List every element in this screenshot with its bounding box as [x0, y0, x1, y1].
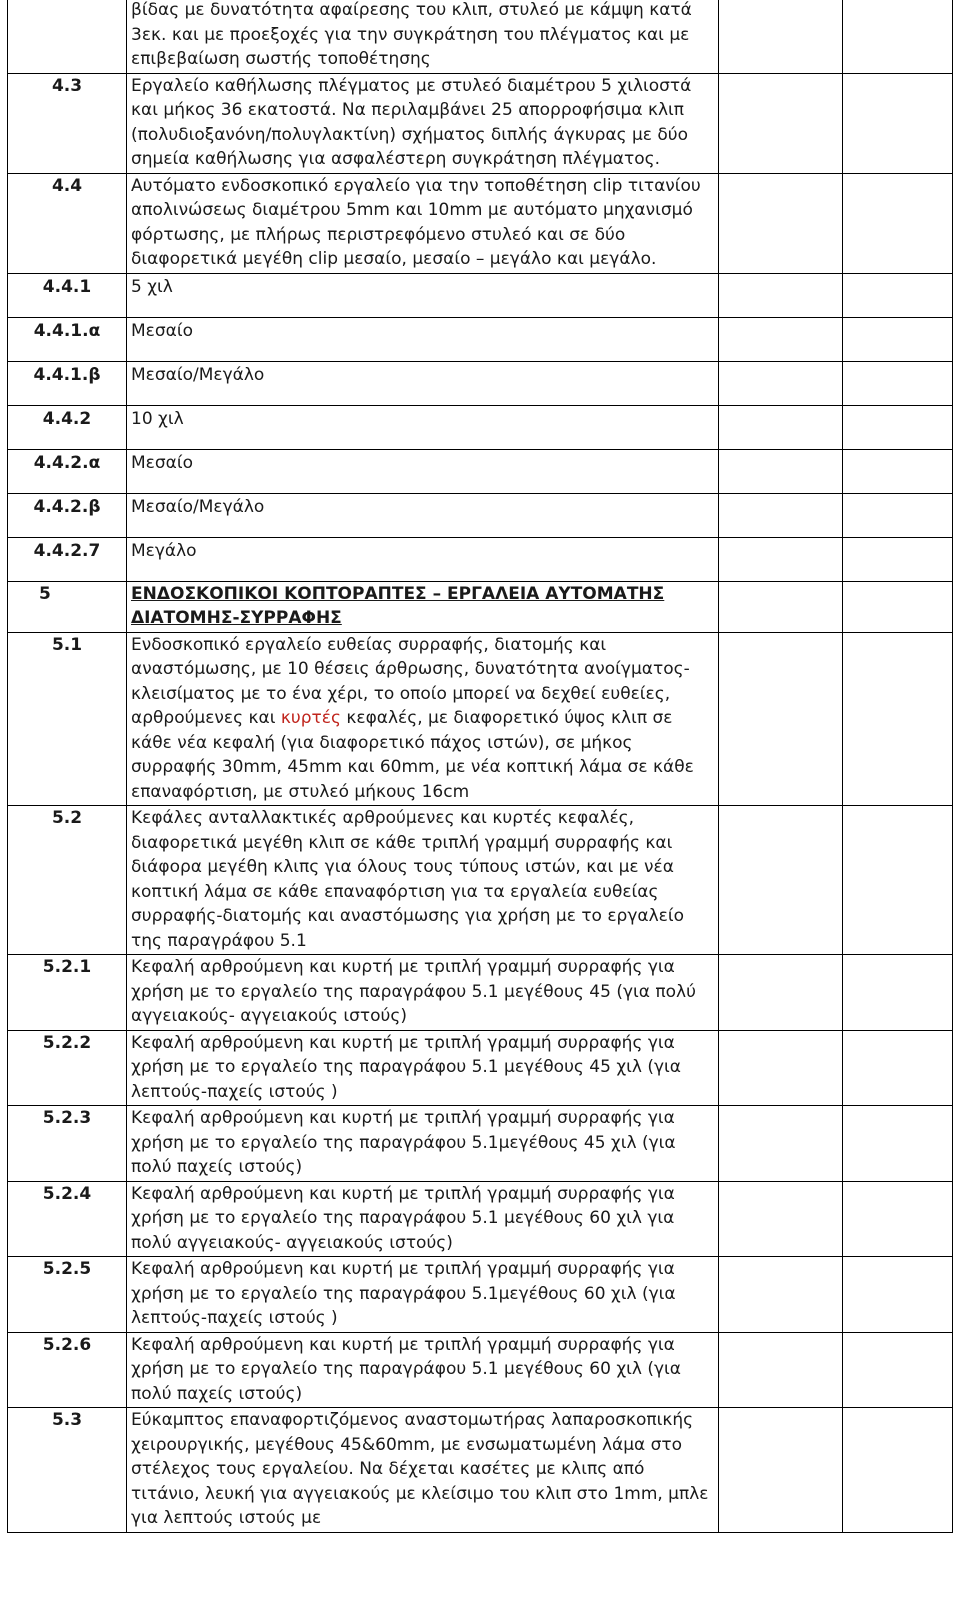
empty-cell [719, 493, 843, 537]
item-description: Κεφαλή αρθρούμενη και κυρτή με τριπλή γραμμή συρραφής για χρήση με το εργαλείο της παραγράφου 5.1 μεγέθους 45 χιλ (για λεπτούς-παχείς ιστούς ) [127, 1030, 719, 1106]
item-number: 4.4 [8, 173, 127, 273]
empty-cell [843, 955, 953, 1031]
item-number: 4.4.2 [8, 405, 127, 449]
empty-cell [719, 1257, 843, 1333]
item-description: Μεσαίο [127, 449, 719, 493]
specifications-table [7, 0, 953, 1533]
empty-cell [719, 1106, 843, 1182]
item-description: 10 χιλ [127, 405, 719, 449]
empty-cell [719, 1181, 843, 1257]
empty-cell [719, 449, 843, 493]
table-row [8, 1030, 953, 1106]
empty-cell [719, 1030, 843, 1106]
empty-cell [843, 0, 953, 73]
item-description: Κεφαλή αρθρούμενη και κυρτή με τριπλή γραμμή συρραφής για χρήση με το εργαλείο της παραγράφου 5.1 μεγέθους 60 χιλ (για πολύ παχείς ιστούς) [127, 1332, 719, 1408]
empty-cell [843, 405, 953, 449]
item-description: Μεσαίο/Μεγάλο [127, 493, 719, 537]
table-row [8, 405, 953, 449]
empty-cell [719, 0, 843, 73]
empty-cell [719, 273, 843, 317]
empty-cell [843, 493, 953, 537]
table-row [8, 173, 953, 273]
item-number [8, 0, 127, 73]
empty-cell [719, 73, 843, 173]
item-number: 5.2.3 [8, 1106, 127, 1182]
empty-cell [719, 317, 843, 361]
item-number: 5.3 [8, 1408, 127, 1533]
empty-cell [843, 632, 953, 806]
empty-cell [843, 73, 953, 173]
empty-cell [843, 273, 953, 317]
empty-cell [719, 955, 843, 1031]
section-heading-row [8, 581, 953, 632]
item-number: 5.2.5 [8, 1257, 127, 1333]
empty-cell [843, 1106, 953, 1182]
item-number: 5.2.2 [8, 1030, 127, 1106]
item-description [127, 632, 719, 806]
item-number: 4.4.2.α [8, 449, 127, 493]
table-row [8, 449, 953, 493]
empty-cell [843, 1332, 953, 1408]
item-description: Μεγάλο [127, 537, 719, 581]
item-description: Μεσαίο [127, 317, 719, 361]
item-number: 5.2.4 [8, 1181, 127, 1257]
table-row [8, 273, 953, 317]
table-row [8, 806, 953, 955]
highlighted-text: κυρτές [280, 708, 341, 728]
item-number: 5.2.1 [8, 955, 127, 1031]
section-number: 5 [8, 581, 127, 632]
item-number: 4.4.1.β [8, 361, 127, 405]
empty-cell [719, 581, 843, 632]
table-row [8, 1106, 953, 1182]
item-number: 5.2 [8, 806, 127, 955]
item-number: 4.4.2.β [8, 493, 127, 537]
item-number: 5.2.6 [8, 1332, 127, 1408]
table-row [8, 1332, 953, 1408]
empty-cell [719, 173, 843, 273]
empty-cell [719, 1332, 843, 1408]
item-number: 4.4.1 [8, 273, 127, 317]
description-text: κεφαλές, με διαφορετικό ύψος κλιπ σε κάθε νέα κεφαλή (για διαφορετικό πάχος ιστών), σε μήκος συρραφής 30mm, 45mm και 60mm, με νέα κοπτική λάμα σε κάθε επαναφόρτιση, με στυλεό μήκους 16cm [131, 708, 694, 802]
table-row [8, 1181, 953, 1257]
table-row [8, 493, 953, 537]
item-description: Κεφαλή αρθρούμενη και κυρτή με τριπλή γραμμή συρραφής για χρήση με το εργαλείο της παραγράφου 5.1 μεγέθους 45 (για πολύ αγγειακούς- αγγειακούς ιστούς) [127, 955, 719, 1031]
empty-cell [719, 405, 843, 449]
item-number: 4.4.2.7 [8, 537, 127, 581]
empty-cell [843, 1408, 953, 1533]
empty-cell [843, 537, 953, 581]
item-description: Κεφάλες ανταλλακτικές αρθρούμενες και κυρτές κεφαλές, διαφορετικά μεγέθη κλιπ σε κάθε τριπλή γραμμή συρραφής και διάφορα μεγέθη κλιπς για όλους τους τύπους ιστών, και με νέα κοπτική λάμα σε κάθε επαναφόρτιση για τα εργαλεία ευθείας συρραφής-διατομής και αναστόμωσης για χρήση με το εργαλείο της παραγράφου 5.1 [127, 806, 719, 955]
item-description: Εύκαμπτος επαναφορτιζόμενος αναστομωτήρας λαπαροσκοπικής χειρουργικής, μεγέθους 45&60mm, με ενσωματωμένη λάμα στο στέλεχος τους εργαλείου. Να δέχεται κασέτες με κλιπς από τιτάνιο, λευκή για αγγειακούς με κλείσιμο του κλιπ στο 1mm, μπλε για λεπτούς ιστούς με [127, 1408, 719, 1533]
description-text: Ενδοσκοπικό εργαλείο ευθείας συρραφής, διατομής και αναστόμωσης, με 10 θέσεις άρθρωσης, δυνατότητα ανοίγματος-κλεισίματος με το ένα χέρι, το οποίο μπορεί να δεχθεί ευθείες, αρθρούμενες και [131, 634, 690, 728]
empty-cell [843, 449, 953, 493]
item-description: 5 χιλ [127, 273, 719, 317]
empty-cell [843, 361, 953, 405]
empty-cell [719, 537, 843, 581]
item-description: Εργαλείο καθήλωσης πλέγματος με στυλεό διαμέτρου 5 χιλιοστά και μήκος 36 εκατοστά. Να περιλαμβάνει 25 απορροφήσιμα κλιπ (πολυδιοξανόνη/πολυγλακτίνη) σχήματος διπλής άγκυρας με δύο σημεία καθήλωσης για ασφαλέστερη συγκράτηση πλέγματος. [127, 73, 719, 173]
item-description: βίδας με δυνατότητα αφαίρεσης του κλιπ, στυλεό με κάμψη κατά 3εκ. και με προεξοχές για την συγκράτηση του πλέγματος και με επιβεβαίωση σωστής τοποθέτησης [127, 0, 719, 73]
item-description: Αυτόματο ενδοσκοπικό εργαλείο για την τοποθέτηση clip τιτανίου απολινώσεως διαμέτρου 5mm και 10mm με αυτόματο μηχανισμό φόρτωσης, με πλήρως περιστρεφόμενο στυλεό και σε δύο διαφορετικά μεγέθη clip μεσαίο, μεσαίο – μεγάλο και μεγάλο. [127, 173, 719, 273]
empty-cell [719, 632, 843, 806]
item-description: Κεφαλή αρθρούμενη και κυρτή με τριπλή γραμμή συρραφής για χρήση με το εργαλείο της παραγράφου 5.1μεγέθους 45 χιλ (για πολύ παχείς ιστούς) [127, 1106, 719, 1182]
table-row [8, 73, 953, 173]
empty-cell [843, 1181, 953, 1257]
table-row [8, 1257, 953, 1333]
table-row [8, 361, 953, 405]
table-row [8, 0, 953, 73]
table-row [8, 317, 953, 361]
item-number: 4.3 [8, 73, 127, 173]
empty-cell [719, 361, 843, 405]
empty-cell [843, 317, 953, 361]
table-row [8, 537, 953, 581]
item-number: 4.4.1.α [8, 317, 127, 361]
empty-cell [843, 1257, 953, 1333]
table-row [8, 632, 953, 806]
empty-cell [843, 1030, 953, 1106]
empty-cell [843, 173, 953, 273]
empty-cell [719, 806, 843, 955]
table-row [8, 955, 953, 1031]
section-heading: ΕΝΔΟΣΚΟΠΙΚΟΙ ΚΟΠΤΟΡΑΠΤΕΣ – ΕΡΓΑΛΕΙΑ ΑΥΤΟΜΑΤΗΣ ΔΙΑΤΟΜΗΣ-ΣΥΡΡΑΦΗΣ [127, 581, 719, 632]
table-row [8, 1408, 953, 1533]
item-description: Κεφαλή αρθρούμενη και κυρτή με τριπλή γραμμή συρραφής για χρήση με το εργαλείο της παραγράφου 5.1 μεγέθους 60 χιλ για πολύ αγγειακούς- αγγειακούς ιστούς) [127, 1181, 719, 1257]
item-number: 5.1 [8, 632, 127, 806]
item-description: Κεφαλή αρθρούμενη και κυρτή με τριπλή γραμμή συρραφής για χρήση με το εργαλείο της παραγράφου 5.1μεγέθους 60 χιλ (για λεπτούς-παχείς ιστούς ) [127, 1257, 719, 1333]
empty-cell [843, 581, 953, 632]
item-description: Μεσαίο/Μεγάλο [127, 361, 719, 405]
empty-cell [719, 1408, 843, 1533]
empty-cell [843, 806, 953, 955]
